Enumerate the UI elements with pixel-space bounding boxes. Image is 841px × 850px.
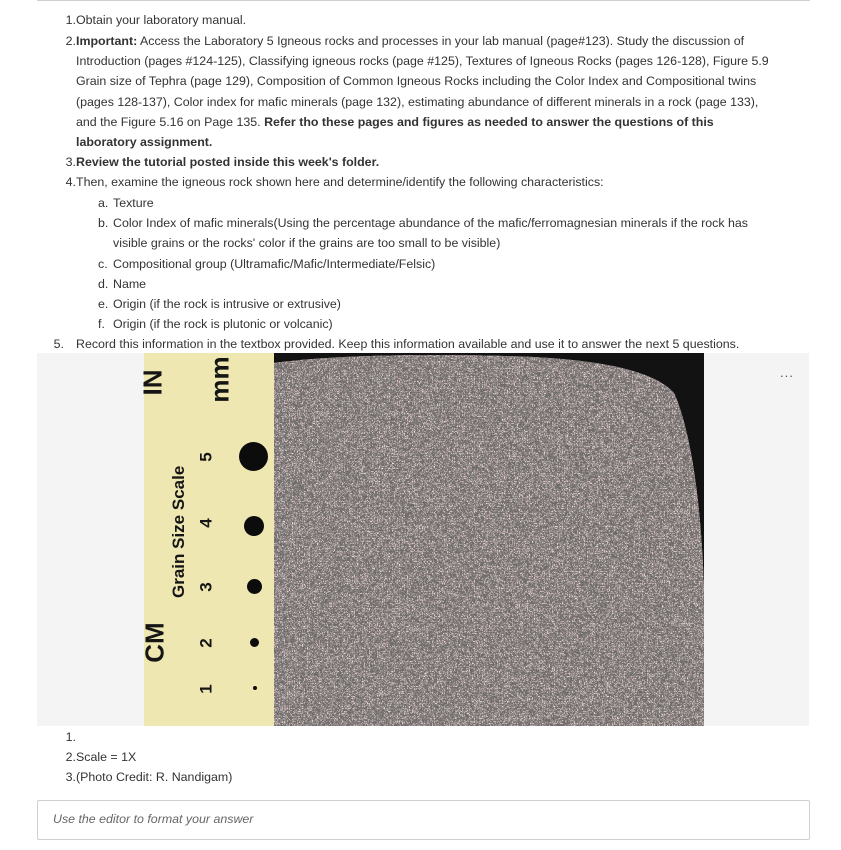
sub-item-text: visible grains or the rocks' color if the grains are too small to be visible): [113, 236, 501, 251]
instruction-emphasis: Review the tutorial posted inside this week's folder.: [76, 155, 380, 169]
item-number: 3.: [65, 155, 76, 169]
ruler-mm-label: mm: [204, 356, 235, 403]
important-label: Important:: [76, 34, 138, 48]
scale-number-1: 1: [196, 684, 216, 694]
item-number: 1.: [65, 13, 76, 27]
grain-size-scale-ruler: [137, 353, 274, 726]
answer-editor[interactable]: [37, 800, 810, 840]
sub-item-text: Texture: [113, 196, 154, 210]
sub-item-c: [98, 254, 436, 274]
top-divider: [37, 0, 810, 1]
sub-item-text: Color Index of mafic minerals(Using the percentage abundance of the mafic/ferromagnesian minerals if the rock has: [113, 216, 748, 230]
grain-dot-2mm: [250, 638, 259, 647]
sub-letter: b.: [98, 216, 109, 230]
rock-texture-image: [274, 353, 704, 726]
sub-item-f: [98, 314, 333, 334]
sub-item-b: [98, 213, 748, 251]
scale-number-3: 3: [196, 582, 216, 592]
item-number: 5.: [53, 337, 64, 351]
grain-dot-5mm: [239, 442, 268, 471]
instruction-text: Obtain your laboratory manual.: [76, 13, 247, 27]
scale-caption: Scale = 1X: [76, 750, 137, 764]
sub-item-e: [98, 294, 341, 314]
instruction-text: Introduction (pages #124-125), Classifying igneous rocks (page #125), Textures of Igneous Rocks (pages 126-128), Figure 5.9: [76, 54, 769, 69]
sub-letter: c.: [98, 257, 108, 271]
sub-letter: a.: [98, 196, 109, 210]
instruction-text: Then, examine the igneous rock shown here and determine/identify the following characteristics:: [76, 175, 604, 189]
instruction-text: Record this information in the textbox provided. Keep this information available and use it to answer the next 5 questions.: [76, 337, 740, 351]
ruler-inch-label: IN: [137, 369, 168, 396]
item-number: 4.: [65, 175, 76, 189]
instruction-text: and the Figure 5.16 on Page 135.: [76, 114, 265, 129]
answer-placeholder: Use the editor to format your answer: [53, 812, 254, 826]
item-number: 2.: [65, 34, 76, 48]
photo-credit: (Photo Credit: R. Nandigam): [76, 770, 233, 784]
instruction-text: Access the Laboratory 5 Igneous rocks and processes in your lab manual (page#123). Study the discussion of: [137, 34, 745, 48]
item-number: 3.: [65, 770, 76, 784]
instruction-text: (pages 128-137), Color index for mafic minerals (page 132), estimating abundance of different minerals in a rock (page 133),: [76, 94, 759, 109]
sub-letter: f.: [98, 317, 105, 331]
instruction-emphasis: Refer tho these pages and figures as needed to answer the questions of this: [264, 114, 714, 129]
scale-number-2: 2: [196, 638, 216, 648]
grain-dot-1mm: [253, 686, 257, 690]
grain-size-scale-title: Grain Size Scale: [169, 465, 188, 598]
item-number: 2.: [65, 750, 76, 764]
image-more-menu-button[interactable]: ...: [780, 365, 794, 380]
sub-letter: e.: [98, 297, 109, 311]
grain-dot-3mm: [247, 579, 262, 594]
sub-item-text: Origin (if the rock is plutonic or volcanic): [113, 317, 333, 331]
sub-item-text: Origin (if the rock is intrusive or extrusive): [113, 297, 341, 311]
item-number: 1.: [65, 730, 76, 744]
sub-item-text: Compositional group (Ultramafic/Mafic/Intermediate/Felsic): [113, 257, 436, 271]
ruler-cm-label: CM: [139, 622, 170, 663]
sub-letter: d.: [98, 277, 109, 291]
grain-dot-4mm: [244, 516, 264, 536]
granite-rock-photo: [274, 353, 704, 726]
sub-item-d: [98, 274, 147, 294]
sub-item-text: Name: [113, 277, 147, 291]
scale-number-5: 5: [196, 452, 216, 462]
instruction-text: Grain size of Tephra (page 129), Composition of Common Igneous Rocks including the Color Index and Compositional twins: [76, 74, 757, 89]
sub-item-a: [98, 193, 154, 213]
scale-number-4: 4: [196, 518, 216, 528]
instruction-emphasis: laboratory assignment.: [76, 135, 213, 150]
